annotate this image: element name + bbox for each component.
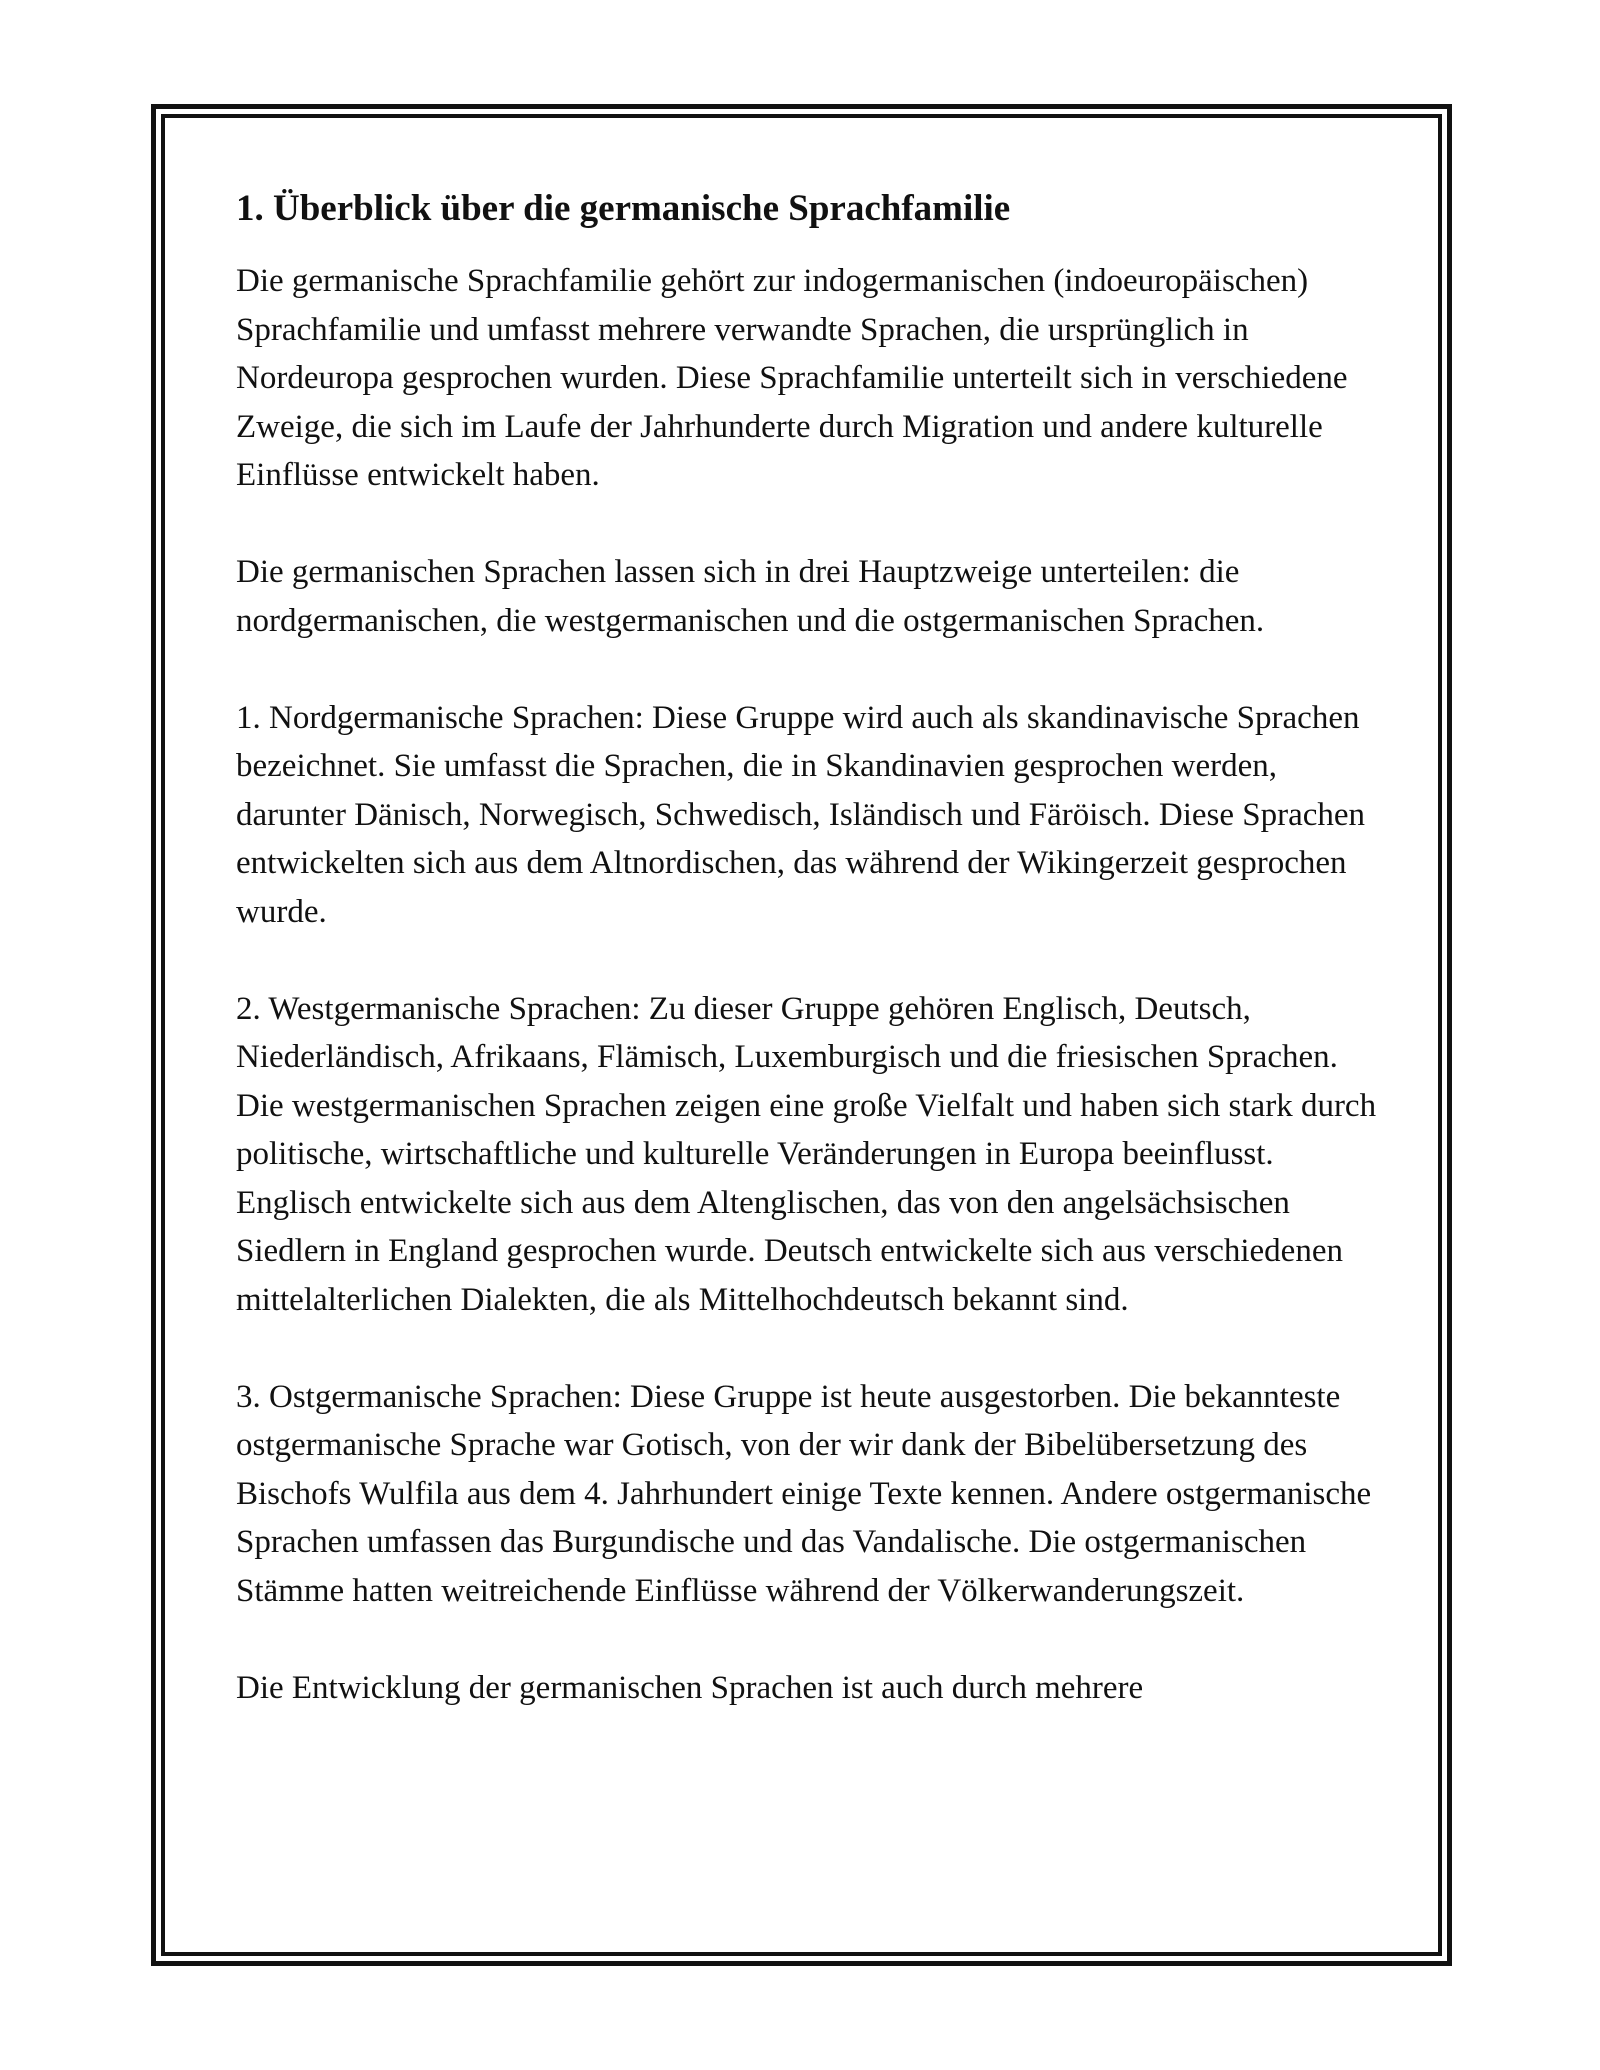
paragraph-branches: Die germanischen Sprachen lassen sich in drei Hauptzweige unterteilen: die nordgermanischen, die westgermanischen und die ostgermanischen Sprachen. <box>236 554 1265 639</box>
paragraph-west-germanic: 2. Westgermanische Sprachen: Zu dieser Gruppe gehören Englisch, Deutsch, Niederländisch, Afrikaans, Flämisch, Luxemburgisch und die friesischen Sprachen. Die westgermanischen Sprachen zeigen eine große Vielfalt und haben sich stark durch politische, wirtschaftliche und kulturelle Veränderungen in Europa beeinflusst. Englisch entwickelte sich aus dem Altenglischen, das von den angelsächsischen Siedlern in England gesprochen wurde. Deutsch entwickelte sich aus verschiedenen mittelalterlichen Dialekten, die als Mittelhochdeutsch bekannt sind. <box>236 990 1377 1318</box>
paragraph-development: Die Entwicklung der germanischen Sprachen ist auch durch mehrere <box>236 1669 1144 1706</box>
section-heading: 1. Überblick über die germanische Sprachfamilie <box>236 188 1011 229</box>
paragraph-intro: Die germanische Sprachfamilie gehört zur indogermanischen (indoeuropäischen) Sprachfamilie und umfasst mehrere verwandte Sprachen, die ursprünglich in Nordeuropa gesprochen wurden. Diese Sprachfamilie unterteilt sich in verschiedene Zweige, die sich im Laufe der Jahrhunderte durch Migration und andere kulturelle Einflüsse entwickelt haben. <box>236 263 1348 493</box>
paragraph-east-germanic: 3. Ostgermanische Sprachen: Diese Gruppe ist heute ausgestorben. Die bekannteste ostgermanische Sprache war Gotisch, von der wir dank der Bibelübersetzung des Bischofs Wulfila aus dem 4. Jahrhundert einige Texte kennen. Andere ostgermanische Sprachen umfassen das Burgundische und das Vandalische. Die ostgermanischen Stämme hatten weitreichende Einflüsse während der Völkerwanderungszeit. <box>236 1378 1372 1609</box>
document-body <box>236 185 1386 1712</box>
paragraph-north-germanic: 1. Nordgermanische Sprachen: Diese Gruppe wird auch als skandinavische Sprachen bezeichnet. Sie umfasst die Sprachen, die in Skandinavien gesprochen werden, darunter Dänisch, Norwegisch, Schwedisch, Isländisch und Färöisch. Diese Sprachen entwickelten sich aus dem Altnordischen, das während der Wikingerzeit gesprochen wurde. <box>236 699 1366 930</box>
